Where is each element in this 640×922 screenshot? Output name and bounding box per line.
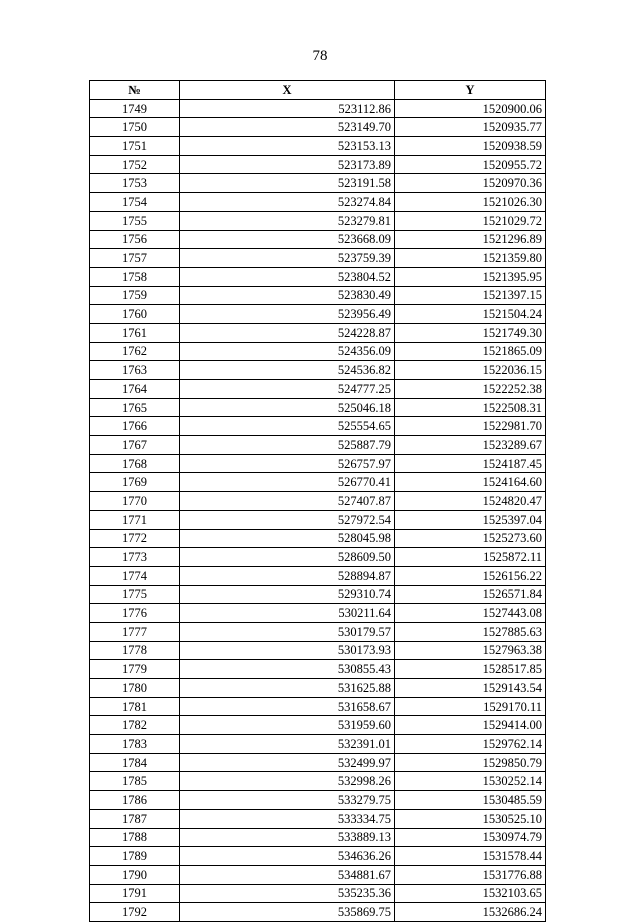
cell-y: 1521504.24 [395, 305, 546, 324]
table-row [90, 510, 546, 529]
cell-y: 1526571.84 [395, 585, 546, 604]
cell-y: 1520900.06 [395, 99, 546, 118]
cell-x: 533334.75 [180, 809, 395, 828]
cell-number: 1753 [90, 174, 180, 193]
table-row [90, 828, 546, 847]
cell-y: 1521749.30 [395, 323, 546, 342]
table-row [90, 660, 546, 679]
table-body [90, 99, 546, 921]
cell-x: 523830.49 [180, 286, 395, 305]
cell-number: 1783 [90, 735, 180, 754]
cell-y: 1520935.77 [395, 118, 546, 137]
table-row [90, 99, 546, 118]
coordinates-table [89, 80, 546, 922]
table-row [90, 548, 546, 567]
header-x: X [180, 81, 395, 100]
table-row [90, 529, 546, 548]
cell-y: 1529170.11 [395, 697, 546, 716]
cell-x: 525554.65 [180, 417, 395, 436]
cell-number: 1750 [90, 118, 180, 137]
table-row [90, 847, 546, 866]
cell-y: 1529850.79 [395, 753, 546, 772]
cell-number: 1792 [90, 903, 180, 922]
table-row [90, 585, 546, 604]
cell-x: 523956.49 [180, 305, 395, 324]
cell-number: 1774 [90, 566, 180, 585]
cell-number: 1770 [90, 492, 180, 511]
table-row [90, 174, 546, 193]
table-row [90, 380, 546, 399]
cell-x: 524228.87 [180, 323, 395, 342]
cell-y: 1529414.00 [395, 716, 546, 735]
table-row [90, 903, 546, 922]
cell-y: 1529762.14 [395, 735, 546, 754]
cell-y: 1527963.38 [395, 641, 546, 660]
table-row [90, 716, 546, 735]
cell-number: 1757 [90, 249, 180, 268]
cell-x: 526757.97 [180, 454, 395, 473]
table-row [90, 436, 546, 455]
cell-number: 1754 [90, 193, 180, 212]
cell-y: 1520970.36 [395, 174, 546, 193]
cell-y: 1531578.44 [395, 847, 546, 866]
cell-number: 1781 [90, 697, 180, 716]
table-row [90, 641, 546, 660]
cell-number: 1788 [90, 828, 180, 847]
cell-number: 1777 [90, 622, 180, 641]
cell-number: 1756 [90, 230, 180, 249]
cell-number: 1751 [90, 137, 180, 156]
cell-y: 1521296.89 [395, 230, 546, 249]
cell-y: 1532103.65 [395, 884, 546, 903]
cell-number: 1771 [90, 510, 180, 529]
cell-y: 1530525.10 [395, 809, 546, 828]
cell-y: 1525273.60 [395, 529, 546, 548]
page-number: 78 [312, 48, 328, 64]
cell-number: 1763 [90, 361, 180, 380]
table-row [90, 679, 546, 698]
cell-number: 1752 [90, 155, 180, 174]
table-row [90, 323, 546, 342]
cell-x: 523759.39 [180, 249, 395, 268]
cell-x: 533889.13 [180, 828, 395, 847]
cell-x: 523173.89 [180, 155, 395, 174]
table-row [90, 118, 546, 137]
table-row [90, 622, 546, 641]
cell-number: 1789 [90, 847, 180, 866]
table-row [90, 249, 546, 268]
cell-x: 525887.79 [180, 436, 395, 455]
table-row [90, 697, 546, 716]
cell-x: 531625.88 [180, 679, 395, 698]
table-row [90, 473, 546, 492]
cell-y: 1525872.11 [395, 548, 546, 567]
cell-x: 530179.57 [180, 622, 395, 641]
cell-y: 1525397.04 [395, 510, 546, 529]
cell-x: 533279.75 [180, 791, 395, 810]
cell-number: 1782 [90, 716, 180, 735]
cell-x: 525046.18 [180, 398, 395, 417]
cell-x: 530173.93 [180, 641, 395, 660]
cell-y: 1524820.47 [395, 492, 546, 511]
cell-y: 1527443.08 [395, 604, 546, 623]
table-row [90, 137, 546, 156]
cell-number: 1784 [90, 753, 180, 772]
table-header-row [90, 81, 546, 100]
table-row [90, 211, 546, 230]
table-row [90, 267, 546, 286]
cell-x: 524536.82 [180, 361, 395, 380]
cell-x: 534881.67 [180, 865, 395, 884]
cell-x: 523668.09 [180, 230, 395, 249]
cell-x: 523279.81 [180, 211, 395, 230]
cell-number: 1791 [90, 884, 180, 903]
cell-x: 523274.84 [180, 193, 395, 212]
table-row [90, 193, 546, 212]
cell-y: 1530974.79 [395, 828, 546, 847]
table-row [90, 305, 546, 324]
cell-number: 1780 [90, 679, 180, 698]
cell-number: 1775 [90, 585, 180, 604]
cell-number: 1765 [90, 398, 180, 417]
table-row [90, 566, 546, 585]
cell-number: 1785 [90, 772, 180, 791]
cell-y: 1522036.15 [395, 361, 546, 380]
cell-x: 523112.86 [180, 99, 395, 118]
cell-x: 523191.58 [180, 174, 395, 193]
cell-x: 523804.52 [180, 267, 395, 286]
cell-number: 1790 [90, 865, 180, 884]
cell-number: 1767 [90, 436, 180, 455]
cell-number: 1749 [90, 99, 180, 118]
table-row [90, 155, 546, 174]
cell-number: 1769 [90, 473, 180, 492]
cell-x: 532998.26 [180, 772, 395, 791]
cell-number: 1787 [90, 809, 180, 828]
cell-x: 531658.67 [180, 697, 395, 716]
cell-number: 1758 [90, 267, 180, 286]
cell-x: 528609.50 [180, 548, 395, 567]
cell-x: 526770.41 [180, 473, 395, 492]
table-row [90, 735, 546, 754]
table-row [90, 809, 546, 828]
cell-number: 1760 [90, 305, 180, 324]
table-row [90, 398, 546, 417]
cell-y: 1530252.14 [395, 772, 546, 791]
cell-x: 528045.98 [180, 529, 395, 548]
cell-x: 530855.43 [180, 660, 395, 679]
cell-y: 1530485.59 [395, 791, 546, 810]
header-number: № [90, 81, 180, 100]
cell-number: 1762 [90, 342, 180, 361]
cell-y: 1524164.60 [395, 473, 546, 492]
cell-y: 1523289.67 [395, 436, 546, 455]
table-row [90, 865, 546, 884]
cell-x: 527972.54 [180, 510, 395, 529]
cell-number: 1778 [90, 641, 180, 660]
cell-number: 1786 [90, 791, 180, 810]
cell-y: 1520938.59 [395, 137, 546, 156]
cell-x: 524777.25 [180, 380, 395, 399]
cell-number: 1768 [90, 454, 180, 473]
cell-y: 1524187.45 [395, 454, 546, 473]
cell-y: 1528517.85 [395, 660, 546, 679]
header-y: Y [395, 81, 546, 100]
cell-y: 1527885.63 [395, 622, 546, 641]
cell-number: 1764 [90, 380, 180, 399]
table-row [90, 791, 546, 810]
table-row [90, 361, 546, 380]
table-row [90, 342, 546, 361]
cell-y: 1529143.54 [395, 679, 546, 698]
cell-x: 529310.74 [180, 585, 395, 604]
cell-y: 1521865.09 [395, 342, 546, 361]
table-row [90, 604, 546, 623]
cell-x: 535869.75 [180, 903, 395, 922]
cell-number: 1761 [90, 323, 180, 342]
cell-y: 1522981.70 [395, 417, 546, 436]
cell-y: 1531776.88 [395, 865, 546, 884]
cell-y: 1526156.22 [395, 566, 546, 585]
cell-number: 1773 [90, 548, 180, 567]
table-row [90, 286, 546, 305]
table-row [90, 230, 546, 249]
cell-x: 524356.09 [180, 342, 395, 361]
cell-y: 1521029.72 [395, 211, 546, 230]
cell-number: 1779 [90, 660, 180, 679]
table-row [90, 753, 546, 772]
table-row [90, 772, 546, 791]
table-row [90, 417, 546, 436]
cell-x: 523153.13 [180, 137, 395, 156]
cell-number: 1766 [90, 417, 180, 436]
cell-x: 531959.60 [180, 716, 395, 735]
table-row [90, 454, 546, 473]
cell-y: 1521397.15 [395, 286, 546, 305]
cell-y: 1521395.95 [395, 267, 546, 286]
cell-number: 1755 [90, 211, 180, 230]
cell-x: 534636.26 [180, 847, 395, 866]
cell-number: 1772 [90, 529, 180, 548]
table-row [90, 492, 546, 511]
cell-x: 528894.87 [180, 566, 395, 585]
cell-x: 532499.97 [180, 753, 395, 772]
cell-y: 1521359.80 [395, 249, 546, 268]
cell-x: 532391.01 [180, 735, 395, 754]
cell-y: 1520955.72 [395, 155, 546, 174]
cell-x: 530211.64 [180, 604, 395, 623]
cell-y: 1522508.31 [395, 398, 546, 417]
cell-x: 527407.87 [180, 492, 395, 511]
cell-x: 523149.70 [180, 118, 395, 137]
cell-y: 1521026.30 [395, 193, 546, 212]
table-row [90, 884, 546, 903]
cell-y: 1532686.24 [395, 903, 546, 922]
cell-number: 1759 [90, 286, 180, 305]
cell-number: 1776 [90, 604, 180, 623]
cell-y: 1522252.38 [395, 380, 546, 399]
cell-x: 535235.36 [180, 884, 395, 903]
